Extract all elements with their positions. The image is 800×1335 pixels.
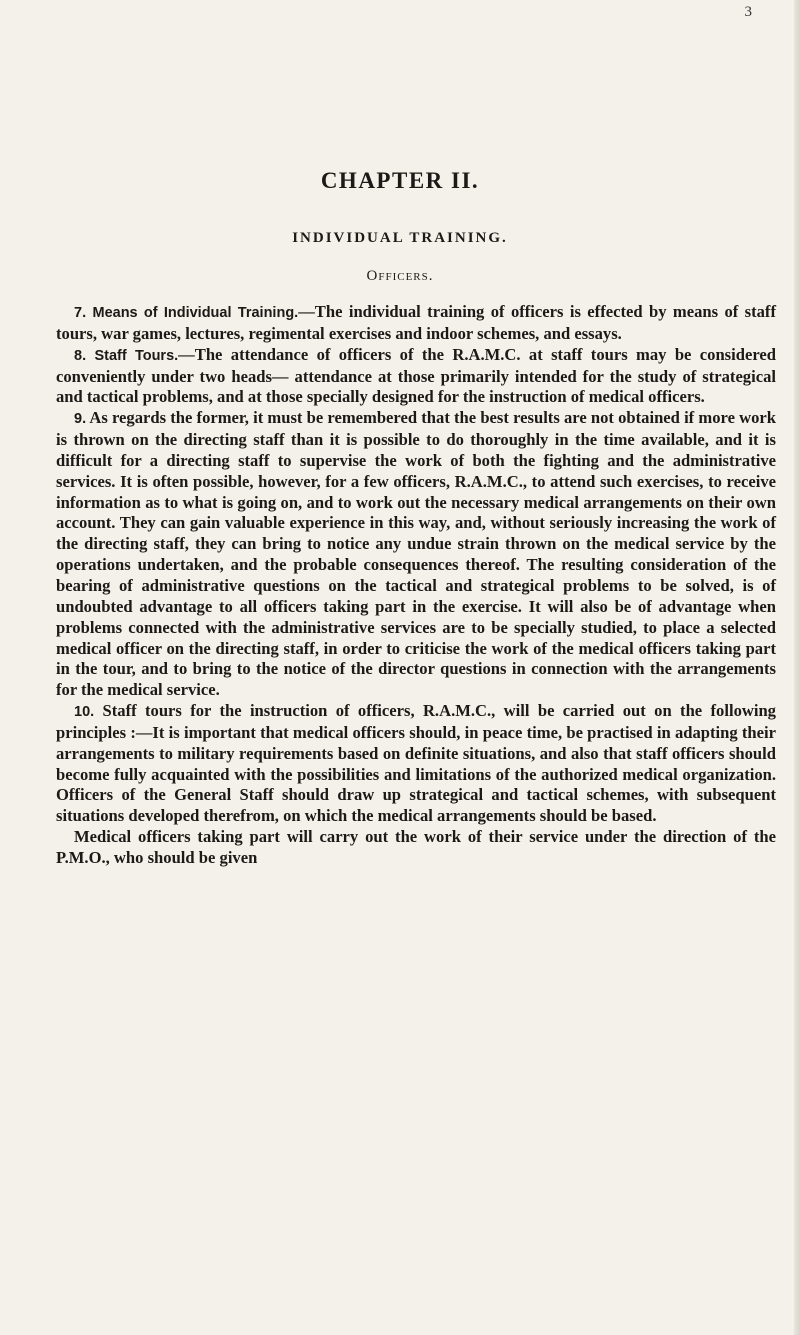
paragraph-number: 9. bbox=[74, 411, 87, 428]
paragraph-text: —The attendance of officers of the R.A.M.C. at staff tours may be considered conveniently under two heads— attendance at those primarily intended for the study of strategical and tactical problems, and at those specially designed for the instruction of medical officers. bbox=[56, 344, 776, 407]
chapter-title: CHAPTER II. bbox=[320, 168, 480, 193]
paragraph-7 bbox=[56, 302, 776, 345]
paragraph-9 bbox=[56, 408, 776, 701]
paragraph-text: As regards the former, it must be remembered that the best results are not obtained if more work is thrown on the directing staff than it is possible to do thoroughly in the time available, and it is difficult for a directing staff to supervise the work of both the fighting and the administrative services. It is often possible, however, for a few officers, R.A.M.C., to attend such exercises, to receive information as to what is going on, and to work out the necessary medical arrangements on their own account. They can gain valuable experience in this way, and, without seriously increasing the work of the directing staff, they can bring to notice any undue strain thrown on the medical service by the operations undertaken, and the probable consequences thereof. The resulting consideration of the bearing of administrative questions on the tactical and strategical problems to be solved, is of undoubted advantage to all officers taking part in the exercise. It will also be of advantage when problems connected with the administrative services are to be specially studied, to place a selected medical officer on the directing staff, in order to criticise the work of the medical officers taking part in the tour, and to bring to the notice of the director questions in connection with the arrangements for the medical service. bbox=[56, 408, 776, 700]
paragraph-heading: Staff Tours. bbox=[94, 347, 179, 364]
paragraph-continuation bbox=[56, 827, 776, 869]
paragraph-8 bbox=[56, 345, 776, 409]
paragraph-text: Staff tours for the instruction of officers, R.A.M.C., will be carried out on the following principles :—It is important that medical officers should, in peace time, be practised in adapting their arrangements to military requirements based on definite situations, and also that staff officers should become fully acquainted with the possibilities and limitations of the authorized medical organization. Officers of the General Staff should draw up strategical and tactical schemes, with subsequent situations developed therefrom, on which the medical arrangements should be based. bbox=[56, 701, 776, 826]
page-number: 3 bbox=[744, 4, 752, 20]
paragraph-text: Medical officers taking part will carry out the work of their service under the direction of the P.M.O., who should be given bbox=[56, 827, 776, 867]
paragraph-number: 10. bbox=[74, 704, 95, 721]
body-text bbox=[56, 302, 776, 869]
paragraph-10 bbox=[56, 701, 776, 827]
page-edge-shadow bbox=[794, 0, 800, 1335]
paragraph-number: 8. bbox=[74, 347, 87, 364]
paragraph-heading: Means of Individual Training. bbox=[92, 305, 299, 321]
subsection-title: Officers. bbox=[366, 268, 434, 284]
paragraph-number: 7. bbox=[74, 305, 87, 321]
paragraph-text: —The individual training of officers is effected by means of staff tours, war games, lectures, regimental exercises and indoor schemes, and essays. bbox=[56, 302, 776, 343]
section-title: INDIVIDUAL TRAINING. bbox=[292, 230, 508, 246]
